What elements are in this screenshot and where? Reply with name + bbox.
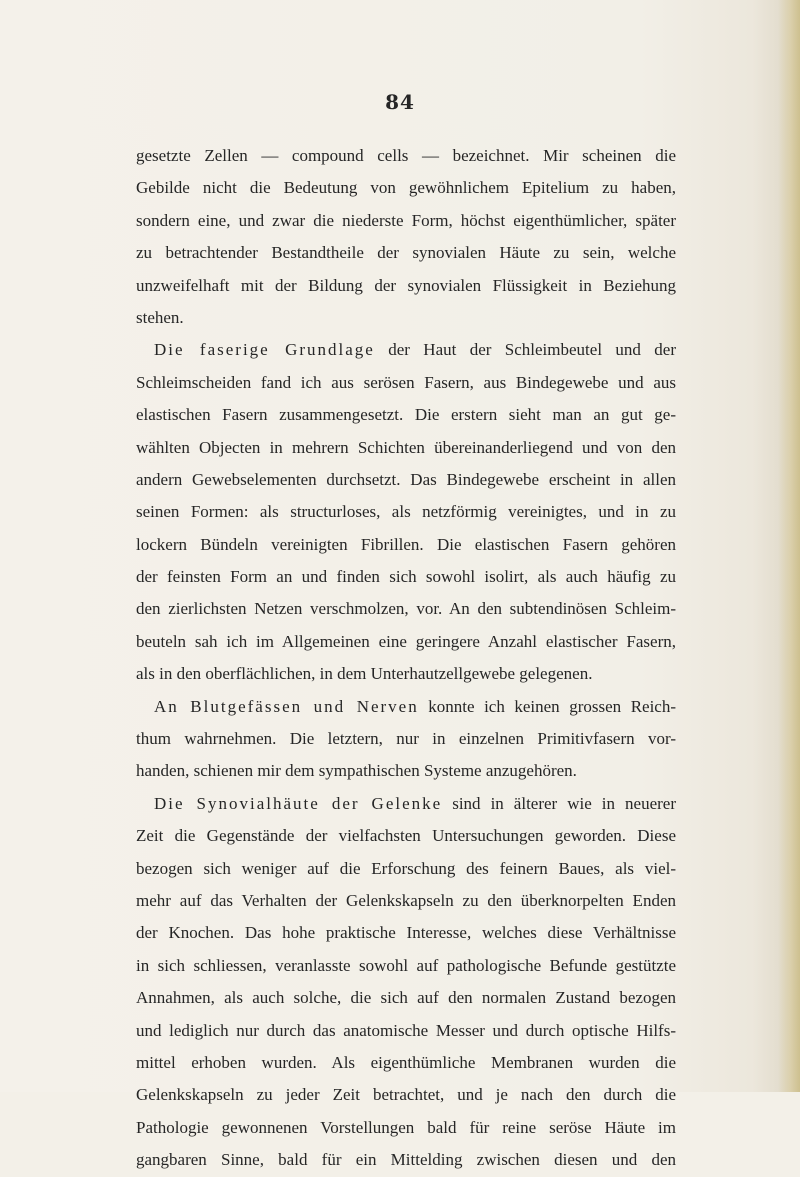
text-line <box>136 529 676 561</box>
line-text: in sich schliessen, veranlasste sowohl auf pathologische Befunde gestützte <box>136 955 676 975</box>
line-text: mittel erhoben wurden. Als eigenthümliche Membranen wurden die <box>136 1052 676 1072</box>
line-text: als in den oberflächlichen, in dem Unterhautzellgewebe gelegenen. <box>136 664 593 684</box>
text-line <box>136 205 676 237</box>
line-text: gesetzte Zellen — compound cells — bezeichnet. Mir scheinen die <box>136 146 676 165</box>
line-text: wählten Objecten in mehrern Schichten übereinanderliegend und von den <box>136 437 676 457</box>
text-line <box>136 723 676 755</box>
text-line <box>136 334 676 366</box>
line-text: elastischen Fasern zusammengesetzt. Die erstern sieht man an gut ge- <box>136 405 676 425</box>
text-line <box>136 464 676 496</box>
line-text: Annahmen, als auch solche, die sich auf den normalen Zustand bezogen <box>136 988 676 1008</box>
page-number: 84 <box>385 90 415 114</box>
line-text: beuteln sah ich im Allgemeinen eine geringere Anzahl elastischer Fasern, <box>136 631 676 651</box>
emphasized-phrase: Die faserige Grundlage <box>154 340 375 360</box>
line-text: handen, schienen mir dem sympathischen Systeme anzugehören. <box>136 761 577 781</box>
line-text: Pathologie gewonnenen Vorstellungen bald für reine seröse Häute im <box>136 1117 676 1137</box>
text-line <box>136 853 676 885</box>
text-line <box>136 820 676 852</box>
line-text: sind in älterer wie in neuerer <box>442 793 676 813</box>
line-text: der Knochen. Das hohe praktische Interesse, welches diese Verhältnisse <box>136 923 676 943</box>
text-line <box>136 1047 676 1079</box>
line-text: zu betrachtender Bestandtheile der synovialen Häute zu sein, welche <box>136 243 676 263</box>
line-text: und lediglich nur durch das anatomische Messer und durch optische Hilfs- <box>136 1020 676 1040</box>
text-line <box>136 399 676 431</box>
line-text: der Haut der Schleimbeutel und der <box>374 340 676 360</box>
line-text: seinen Formen: als structurloses, als netzförmig vereinigtes, und in zu <box>136 502 676 522</box>
text-line <box>136 270 676 302</box>
line-text: mehr auf das Verhalten der Gelenkskapseln zu den überknorpelten Enden <box>136 890 676 910</box>
line-text: den zierlichsten Netzen verschmolzen, vor. An den subtendinösen Schleim- <box>136 599 676 619</box>
text-line <box>136 172 676 204</box>
line-text: gangbaren Sinne, bald für ein Mittelding zwischen diesen und den <box>136 1150 676 1170</box>
text-line <box>136 691 676 723</box>
line-text: Gelenkskapseln zu jeder Zeit betrachtet, und je nach den durch die <box>136 1085 676 1105</box>
text-line <box>136 302 676 334</box>
line-text: bezogen sich weniger auf die Erforschung des feinern Baues, als viel- <box>136 858 676 878</box>
line-text: Gebilde nicht die Bedeutung von gewöhnlichem Epitelium zu haben, <box>136 178 676 198</box>
emphasized-phrase: An Blutgefässen und Nerven <box>154 696 419 716</box>
text-line <box>136 496 676 528</box>
text-line <box>136 140 676 172</box>
body-text <box>136 140 676 1177</box>
line-text: unzweifelhaft mit der Bildung der synovialen Flüssigkeit in Beziehung <box>136 275 676 295</box>
line-text: Zeit die Gegenstände der vielfachsten Untersuchungen geworden. Diese <box>136 826 676 846</box>
line-text: der feinsten Form an und finden sich sowohl isolirt, als auch häufig zu <box>136 567 676 587</box>
text-line <box>136 1112 676 1144</box>
text-line <box>136 1079 676 1111</box>
text-line <box>136 593 676 625</box>
text-line <box>136 1144 676 1176</box>
text-line <box>136 237 676 269</box>
line-text: thum wahrnehmen. Die letztern, nur in einzelnen Primitivfasern vor- <box>136 729 676 749</box>
text-line <box>136 788 676 820</box>
text-line <box>136 1015 676 1047</box>
text-line <box>136 561 676 593</box>
emphasized-phrase: Die Synovialhäute der Gelenke <box>154 793 443 813</box>
line-text: andern Gewebselementen durchsetzt. Das Bindegewebe erscheint in allen <box>136 469 676 489</box>
text-line <box>136 982 676 1014</box>
line-text: lockern Bündeln vereinigten Fibrillen. Die elastischen Fasern gehören <box>136 534 676 554</box>
text-line <box>136 626 676 658</box>
text-line <box>136 917 676 949</box>
text-line <box>136 755 676 787</box>
text-line <box>136 432 676 464</box>
text-line <box>136 658 676 690</box>
text-line <box>136 367 676 399</box>
line-text: konnte ich keinen grossen Reich- <box>418 696 677 716</box>
line-text: Schleimscheiden fand ich aus serösen Fasern, aus Bindegewebe und aus <box>136 372 676 392</box>
text-line <box>136 950 676 982</box>
line-text: sondern eine, und zwar die niederste Form, höchst eigenthümlicher, später <box>136 210 676 230</box>
text-line <box>136 885 676 917</box>
page-edge-shadow <box>778 0 800 1092</box>
line-text: stehen. <box>136 307 184 327</box>
